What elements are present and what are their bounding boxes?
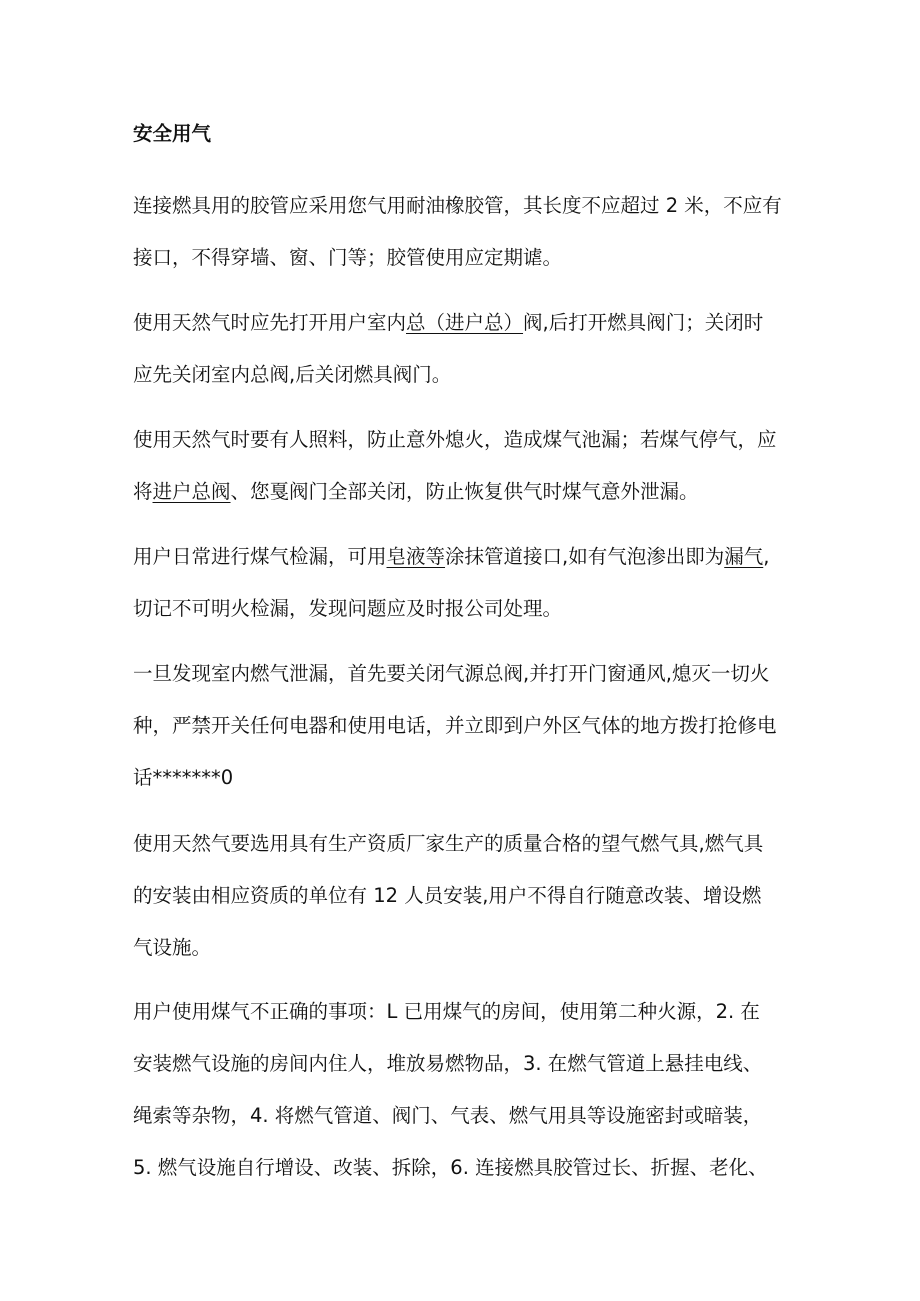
paragraph-line	[133, 297, 763, 349]
paragraph-line: 5. 燃气设施自行增设、改装、拆除，6. 连接燃具胶管过长、折握、老化、	[133, 1156, 768, 1179]
text-span: 将	[133, 480, 153, 503]
paragraph-line: 种，严禁开关任何电器和使用电话，并立即到户外区气体的地方拨打抢修电	[133, 714, 777, 737]
text-span: 、您戛阀门全部关闭，防止恢复供气时煤气意外泄漏。	[230, 480, 699, 503]
paragraph-line: 用户使用煤气不正确的事项：L 已用煤气的房间，使用第二种火源，2. 在	[133, 1000, 760, 1023]
paragraph-line: 使用天然气时要有人照料，防止意外熄火，造成煤气池漏；若煤气停气，应	[133, 428, 777, 451]
paragraph-supervision	[133, 414, 777, 518]
paragraph-leak-check	[133, 531, 769, 635]
paragraph-line: 使用天然气要选用具有生产资质厂家生产的质量合格的望气燃气具,燃气具	[133, 832, 764, 855]
paragraph-line: 一旦发现室内燃气泄漏，首先要关闭气源总阀,并打开门窗通风,熄灭一切火	[133, 662, 770, 685]
paragraph-line	[133, 466, 777, 518]
underlined-term: 总（进户总）	[406, 311, 524, 334]
text-span: 阀,后打开燃具阀门；关闭时	[523, 311, 764, 334]
text-span: 用户日常进行煤气检漏，可用	[133, 545, 387, 568]
paragraph-line: 话*******0	[133, 766, 234, 789]
underlined-term: 漏气	[724, 545, 764, 568]
document-title: 安全用气	[133, 122, 212, 145]
paragraph-appliance-quality	[133, 818, 763, 974]
paragraph-valve-order	[133, 297, 763, 401]
underlined-term: 进户总阀	[152, 480, 231, 503]
paragraph-hose-requirements	[133, 180, 782, 284]
text-span: 涂抹管道接口,如有气泡渗出即为	[445, 545, 725, 568]
paragraph-line: 切记不可明火检漏，发现问题应及时报公司处理。	[133, 597, 563, 620]
paragraph-line: 气设施。	[133, 936, 212, 959]
paragraph-leak-response	[133, 648, 777, 804]
paragraph-line: 连接燃具用的胶管应采用您气用耐油橡胶管，其长度不应超过 2 米，不应有	[133, 194, 782, 217]
paragraph-line: 绳索等杂物，4. 将燃气管道、阀门、气表、燃气用具等设施密封或暗装，	[133, 1104, 763, 1127]
text-span: 使用天然气时应先打开用户室内	[133, 311, 407, 334]
text-span: ,	[763, 545, 770, 568]
paragraph-improper-use	[133, 986, 768, 1194]
paragraph-line: 应先关闭室内总阀,后关闭燃具阀门。	[133, 363, 452, 386]
paragraph-line: 安装燃气设施的房间内住人，堆放易燃物品，3. 在燃气管道上悬挂电线、	[133, 1052, 763, 1075]
paragraph-line: 的安装由相应资质的单位有 12 人员安装,用户不得自行随意改装、增设燃	[133, 884, 762, 907]
underlined-term: 皂液等	[386, 545, 446, 568]
paragraph-line: 接口，不得穿墙、窗、门等；胶管使用应定期谑。	[133, 246, 563, 269]
paragraph-line	[133, 531, 769, 583]
